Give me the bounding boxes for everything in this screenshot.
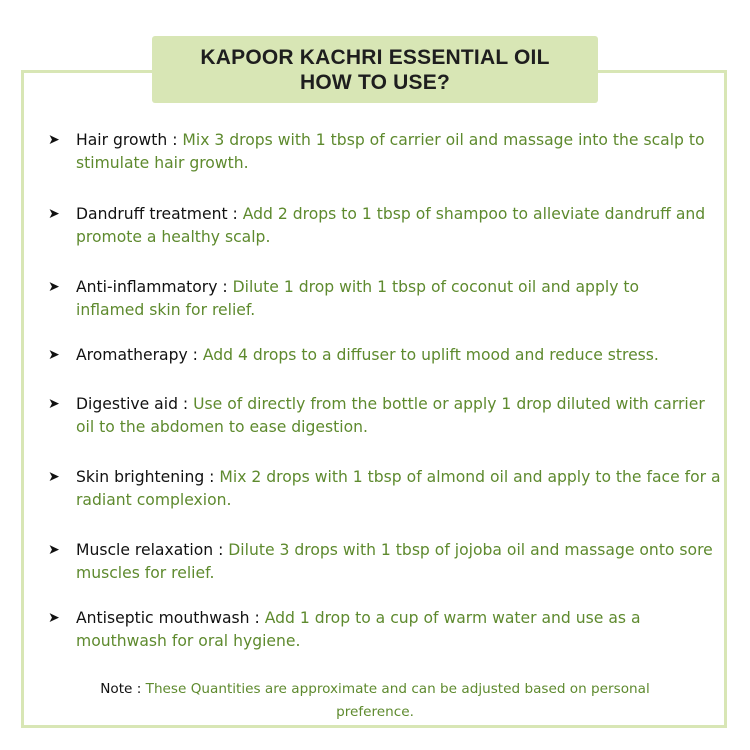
usage-description: Add 1 drop to a cup of warm water and use as a mouthwash for oral hygiene.	[76, 609, 641, 650]
usage-item-antiseptic-mouthwash	[48, 607, 708, 653]
usage-label: Aromatherapy :	[76, 346, 203, 364]
usage-item-anti-inflammatory	[48, 276, 708, 322]
usage-item-dandruff-treatment	[48, 203, 708, 249]
title-banner	[152, 36, 598, 103]
usage-label: Anti-inflammatory :	[76, 278, 233, 296]
usage-label: Muscle relaxation :	[76, 541, 229, 559]
usage-item-digestive-aid	[48, 393, 708, 439]
arrow-bullet-icon: ➤	[48, 206, 60, 222]
arrow-bullet-icon: ➤	[48, 542, 60, 558]
usage-label: Digestive aid :	[76, 395, 194, 413]
usage-description: Add 4 drops to a diffuser to uplift mood and reduce stress.	[202, 346, 659, 364]
usage-description: Use of directly from the bottle or apply 1 drop diluted with carrier oil to the abdomen to ease digestion.	[76, 395, 705, 436]
usage-description: Dilute 1 drop with 1 tbsp of coconut oil and apply to inflamed skin for relief.	[76, 278, 640, 319]
usage-description: Dilute 3 drops with 1 tbsp of jojoba oil and massage onto sore muscles for relief.	[76, 541, 713, 582]
arrow-bullet-icon: ➤	[48, 396, 60, 412]
arrow-bullet-icon: ➤	[48, 347, 60, 363]
usage-label: Antiseptic mouthwash :	[76, 609, 265, 627]
usage-label: Dandruff treatment :	[76, 205, 243, 223]
usage-description: Mix 3 drops with 1 tbsp of carrier oil and massage into the scalp to stimulate hair growth.	[76, 131, 705, 172]
note	[100, 678, 650, 724]
usage-description: Add 2 drops to 1 tbsp of shampoo to alleviate dandruff and promote a healthy scalp.	[76, 205, 706, 246]
usage-description: Mix 2 drops with 1 tbsp of almond oil and apply to the face for a radiant complexion.	[76, 468, 721, 509]
arrow-bullet-icon: ➤	[48, 469, 60, 485]
usage-item-skin-brightening	[48, 466, 728, 512]
usage-label: Skin brightening :	[76, 468, 220, 486]
usage-item-muscle-relaxation	[48, 539, 728, 585]
arrow-bullet-icon: ➤	[48, 132, 60, 148]
note-label: Note :	[100, 681, 146, 697]
title-line-2: HOW TO USE?	[300, 70, 450, 94]
note-text: These Quantities are approximate and can be adjusted based on personal preference.	[145, 681, 650, 720]
title-line-1: KAPOOR KACHRI ESSENTIAL OIL	[200, 45, 550, 69]
usage-item-aromatherapy	[48, 344, 728, 367]
usage-item-hair-growth	[48, 129, 728, 175]
arrow-bullet-icon: ➤	[48, 279, 60, 295]
arrow-bullet-icon: ➤	[48, 610, 60, 626]
usage-label: Hair growth :	[76, 131, 183, 149]
